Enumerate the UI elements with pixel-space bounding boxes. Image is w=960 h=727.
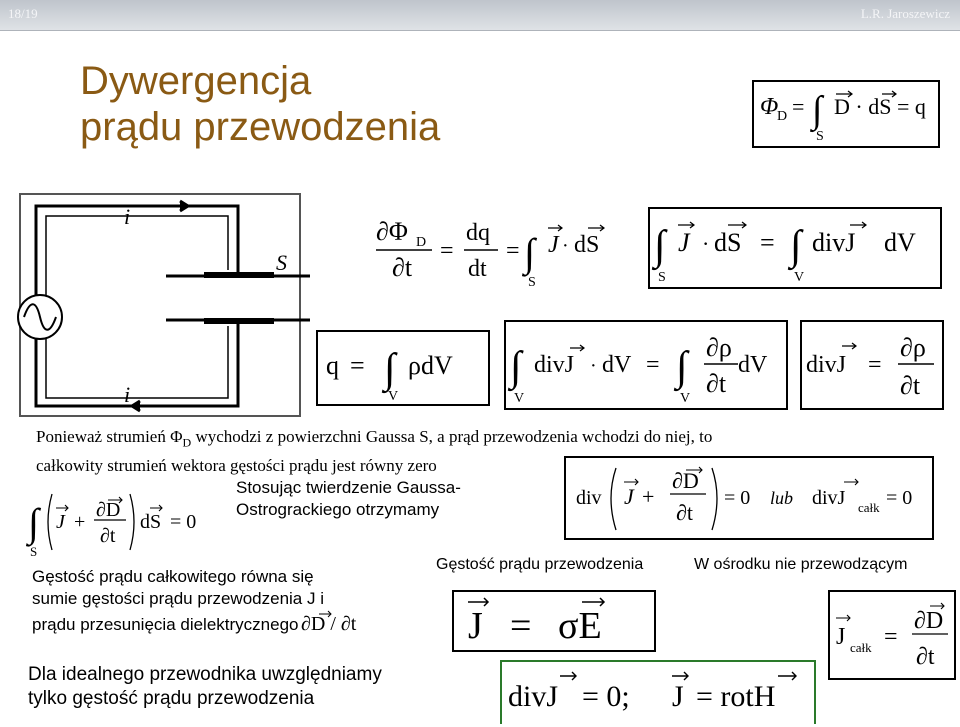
- svg-text:+: +: [642, 484, 655, 509]
- header-bar: [0, 0, 960, 31]
- svg-text:J: J: [678, 228, 690, 257]
- svg-text:=: =: [510, 605, 532, 647]
- svg-text:divJ: divJ: [812, 487, 846, 509]
- svg-text:=: =: [760, 228, 775, 257]
- gauss-text-line-1: Stosując twierdzenie Gaussa-: [236, 478, 461, 497]
- explanation-sub: D: [182, 435, 192, 450]
- svg-text:∫: ∫: [510, 344, 522, 390]
- ideal-line-2: tylko gęstość prądu przewodzenia: [28, 688, 315, 709]
- svg-text:=: =: [792, 94, 805, 119]
- surface-label: S: [276, 250, 287, 275]
- continuity-equation-box: [800, 320, 944, 410]
- svg-text:całk: całk: [850, 640, 872, 655]
- svg-text:∂ρ: ∂ρ: [706, 333, 732, 362]
- svg-text:dV: dV: [602, 352, 632, 378]
- explanation-line-1: [36, 425, 946, 454]
- svg-text:D: D: [777, 109, 788, 124]
- svg-text:V: V: [514, 391, 525, 406]
- svg-text:∂Φ: ∂Φ: [376, 217, 408, 246]
- svg-text:Φ: Φ: [760, 94, 779, 120]
- svg-text:ρdV: ρdV: [408, 351, 453, 380]
- svg-text:=: =: [884, 624, 898, 650]
- svg-text:=: =: [350, 351, 365, 380]
- svg-text:divJ: divJ: [508, 680, 559, 713]
- svg-text:σE: σE: [558, 605, 602, 647]
- svg-text:∂t: ∂t: [100, 525, 116, 547]
- density-line-3: prądu przesunięcia dielektrycznego: [32, 615, 299, 634]
- page-number: 18/19: [8, 6, 38, 21]
- svg-text:dt: dt: [468, 256, 487, 282]
- svg-text:·: ·: [702, 231, 710, 256]
- charge-formula-box: [316, 330, 490, 406]
- current-label-top: i: [124, 204, 131, 229]
- svg-text:V: V: [794, 270, 805, 285]
- svg-text:S: S: [816, 129, 824, 144]
- svg-text:∫: ∫: [676, 344, 688, 390]
- svg-text:S: S: [658, 270, 666, 285]
- svg-text:∂ρ: ∂ρ: [900, 333, 926, 362]
- svg-text:∫: ∫: [654, 223, 666, 269]
- flux-rate-formula: [372, 206, 622, 290]
- svg-text:dV: dV: [884, 228, 916, 257]
- density-line-1: Gęstość prądu całkowitego równa się: [32, 567, 314, 586]
- svg-text:D · dS = q: D · dS = q: [834, 94, 926, 119]
- svg-text:= 0: = 0: [170, 511, 197, 533]
- svg-text:+: +: [74, 511, 86, 533]
- svg-text:J: J: [836, 624, 846, 650]
- svg-text:S: S: [30, 544, 38, 558]
- svg-text:S: S: [528, 275, 536, 290]
- explanation-part-b: wychodzi z powierzchni Gaussa S, a prąd przewodzenia wchodzi do niej, to: [191, 427, 713, 446]
- current-label-bottom: i: [124, 382, 131, 407]
- svg-text:J: J: [624, 484, 634, 509]
- title-line-2: prądu przewodzenia: [80, 105, 441, 149]
- svg-text:=: =: [506, 238, 520, 264]
- svg-text:= 0: = 0: [886, 487, 913, 509]
- svg-text:dV: dV: [738, 352, 768, 378]
- gauss-ostrogradsky-text: [236, 477, 536, 521]
- svg-text:dS: dS: [574, 232, 600, 258]
- svg-text:∫: ∫: [524, 230, 535, 275]
- ideal-conductor-text: [28, 663, 488, 711]
- svg-text:D: D: [416, 235, 427, 250]
- density-line-2: sumie gęstości prądu przewodzenia J i: [32, 589, 324, 608]
- svg-text:∂D / ∂t: ∂D / ∂t: [300, 613, 356, 635]
- svg-text:∫: ∫: [790, 223, 802, 269]
- explanation-part-a: Ponieważ strumień Φ: [36, 427, 183, 446]
- lub-word: lub: [770, 488, 794, 508]
- svg-text:div: div: [576, 487, 602, 509]
- svg-text:dq: dq: [466, 220, 490, 246]
- ohm-law-box: [452, 590, 656, 652]
- svg-text:J: J: [56, 511, 65, 533]
- svg-text:∫: ∫: [384, 346, 396, 392]
- total-divergence-box: [564, 456, 934, 540]
- svg-text:=: =: [646, 352, 660, 378]
- svg-text:= 0: = 0: [724, 487, 751, 509]
- svg-text:całk: całk: [858, 500, 880, 515]
- svg-text:V: V: [680, 391, 691, 406]
- circuit-diagram: [0, 180, 320, 420]
- svg-text:V: V: [388, 389, 399, 404]
- svg-text:∂D: ∂D: [914, 608, 944, 634]
- svg-text:∂t: ∂t: [900, 371, 921, 400]
- svg-text:∂t: ∂t: [392, 253, 413, 282]
- svg-text:J: J: [672, 680, 684, 713]
- displacement-term: [299, 610, 369, 636]
- svg-text:·: ·: [590, 355, 597, 377]
- gauss-text-line-2: Ostrograckiego otrzymamy: [236, 500, 440, 519]
- nonconducting-label: W ośrodku nie przewodzącym: [694, 556, 908, 573]
- svg-text:∂t: ∂t: [706, 369, 727, 398]
- svg-text:∂D: ∂D: [672, 468, 699, 493]
- svg-text:∫: ∫: [812, 89, 823, 131]
- svg-text:·: ·: [562, 235, 569, 257]
- svg-text:∂D: ∂D: [96, 499, 121, 521]
- svg-text:∂t: ∂t: [916, 644, 935, 670]
- total-density-text: [32, 566, 452, 636]
- explanation-line-2: całkowity strumień wektora gęstości prądu jest równy zero: [36, 456, 437, 476]
- ideal-conductor-box: [500, 660, 816, 724]
- author: L.R. Jaroszewicz: [860, 6, 950, 21]
- svg-text:divJ: divJ: [806, 352, 847, 378]
- svg-text:divJ: divJ: [534, 352, 575, 378]
- svg-text:∂t: ∂t: [676, 500, 693, 525]
- svg-text:q: q: [326, 351, 339, 380]
- divergence-theorem-box: [648, 207, 942, 289]
- svg-text:= rotH: = rotH: [696, 680, 776, 713]
- svg-text:dS: dS: [714, 228, 742, 257]
- svg-text:divJ: divJ: [812, 228, 856, 257]
- svg-text:=: =: [868, 352, 882, 378]
- slide-title: [80, 58, 440, 150]
- svg-text:∫: ∫: [28, 500, 39, 545]
- volume-equation-box: [504, 320, 788, 410]
- gauss-flux-formula: [752, 80, 940, 148]
- svg-text:= 0;: = 0;: [582, 680, 630, 713]
- conduction-label: Gęstość prądu przewodzenia: [436, 556, 644, 573]
- svg-text:J: J: [548, 232, 559, 258]
- displacement-current-box: [828, 590, 956, 680]
- ideal-line-1: Dla idealnego przewodnika uwzględniamy: [28, 664, 382, 685]
- title-line-1: Dywergencja: [80, 59, 312, 103]
- total-flux-formula: [26, 486, 226, 558]
- svg-text:=: =: [440, 238, 454, 264]
- svg-text:J: J: [468, 605, 483, 647]
- svg-text:dS: dS: [140, 511, 162, 533]
